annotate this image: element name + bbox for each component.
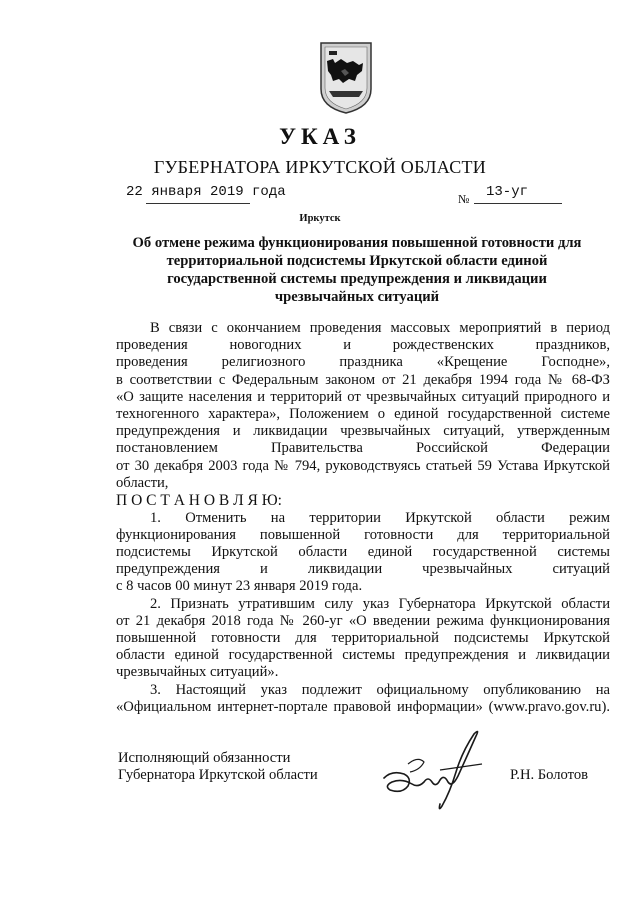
preamble-line: «О защите населения и территорий от чрезвычайных ситуаций природного и: [116, 389, 610, 405]
document-city: Иркутск: [299, 213, 341, 224]
signatory-position: [118, 750, 318, 784]
preamble-line: предупреждения и ликвидации чрезвычайных ситуаций, утвержденным: [116, 423, 610, 439]
preamble-line: проведения новогодних и рождественских праздников,: [116, 337, 610, 353]
document-heading: Об отмене режима функционирования повышенной готовности для территориальной подсистемы Иркутской области единой государственной системы предупреждения и ликвидации чрезвычайных ситуаций: [132, 235, 582, 305]
item-1-line: предупреждения и ликвидации чрезвычайных ситуаций: [116, 561, 610, 577]
preamble-line: области,: [116, 475, 169, 491]
preamble-line: от 30 декабря 2003 года № 794, руководствуясь статьей 59 Устава Иркутской: [116, 458, 610, 474]
number-underline: [474, 203, 562, 204]
handwritten-signature: [378, 726, 488, 812]
date-underline: [146, 203, 250, 204]
document-number: 13-уг: [486, 184, 529, 200]
item-1-line: с 8 часов 00 минут 23 января 2019 года.: [116, 578, 363, 594]
item-2-line: 2. Признать утратившим силу указ Губернатора Иркутской области: [150, 596, 610, 612]
item-1-line: 1. Отменить на территории Иркутской области режим: [150, 510, 610, 526]
item-3-line: 3. Настоящий указ подлежит официальному опубликованию на: [150, 682, 610, 698]
decree-word: П О С Т А Н О В Л Я Ю:: [116, 492, 282, 509]
document-date: 22 января 2019 года: [126, 184, 286, 200]
item-2-line: от 21 декабря 2018 года № 260-уг «О введении режима функционирования: [116, 613, 610, 629]
signatory-position-line: Исполняющий обязанности: [118, 750, 291, 766]
preamble-line: в соответствии с Федеральным законом от 21 декабря 1994 года № 68-ФЗ: [116, 372, 610, 388]
document-subtitle: ГУБЕРНАТОРА ИРКУТСКОЙ ОБЛАСТИ: [153, 157, 487, 177]
preamble-line: В связи с окончанием проведения массовых мероприятий в период: [150, 320, 610, 336]
preamble-line: техногенного характера», Положением о единой государственной системе: [116, 406, 610, 422]
preamble-line: постановлением Правительства Российской Федерации: [116, 440, 610, 456]
item-1-line: подсистемы Иркутской области единой государственной системы: [116, 544, 610, 560]
item-1-line: функционирования повышенной готовности для территориальной: [116, 527, 610, 543]
number-sign: №: [458, 192, 470, 206]
preamble-line: проведения религиозного праздника «Крещение Господне»,: [116, 354, 610, 370]
signatory-position-line: Губернатора Иркутской области: [118, 767, 318, 783]
signatory-name: Р.Н. Болотов: [510, 767, 589, 783]
item-3-line: «Официальном интернет-портале правовой информации» (www.pravo.gov.ru).: [116, 699, 610, 715]
coat-of-arms-icon: [319, 41, 373, 115]
item-2-line: чрезвычайных ситуаций».: [116, 664, 279, 680]
item-2-line: повышенной готовности для территориальной подсистемы Иркутской: [116, 630, 610, 646]
document-title: УКАЗ: [279, 124, 361, 149]
item-2-line: области единой государственной системы предупреждения и ликвидации: [116, 647, 610, 663]
